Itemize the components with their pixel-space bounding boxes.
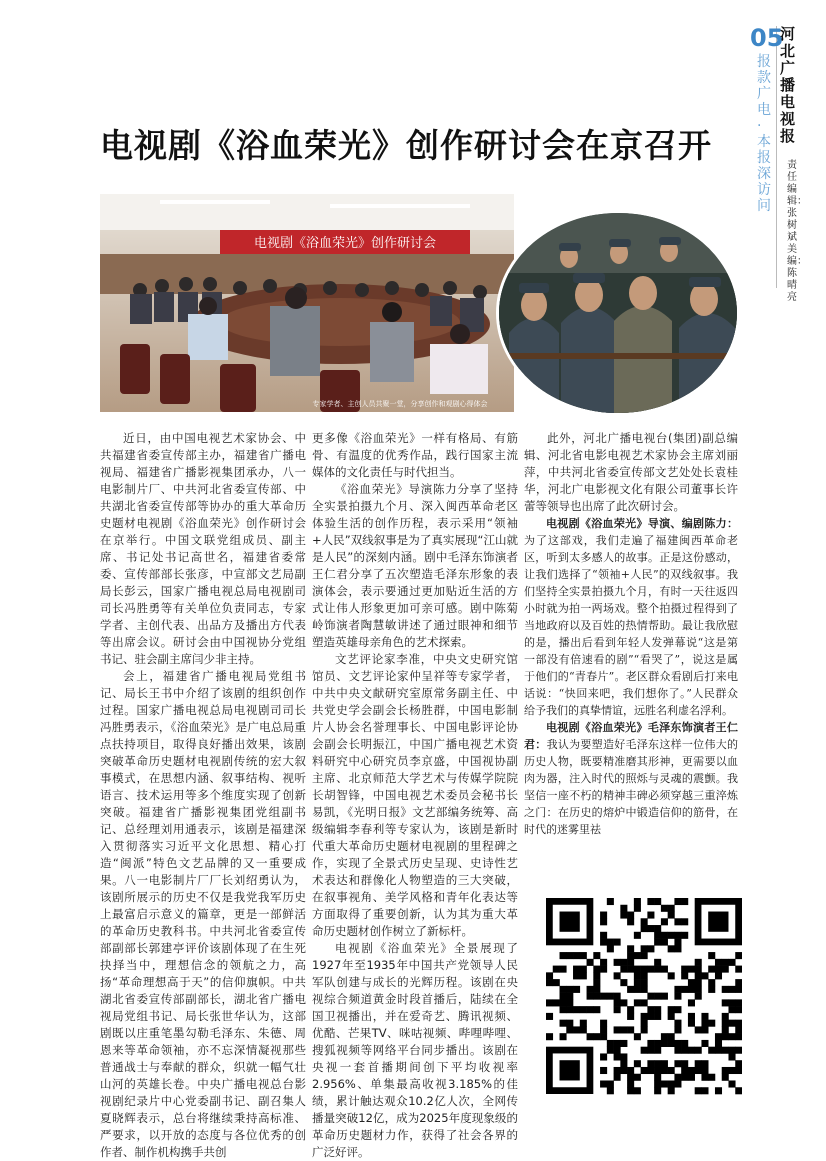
qr-code-graphic: [546, 898, 742, 1098]
paragraph: 会上，福建省广播电视局党组书记、局长王书中介绍了该剧的组织创作过程。国家广播电视总局电视剧司司长冯胜勇表示，《浴血荣光》是广电总局重点扶持项目，取得良好播出效果，该剧突破革命历史题材电视剧传统的宏大叙事模式，在思想内涵、叙事结构、视听语言、技术运用等多个维度实现了创新突破。福建省广播影视集团党组副书记、总经理刘用通表示，该剧是福建深入贯彻落实习近平文化思想、精心打造“闽派”特色文艺品牌的又一重要成果。八一电影制片厂厂长刘绍勇认为，该剧所展示的历史不仅是我党我军历史上最富启示意义的篇章，更是一部鲜活的革命历史教科书。中共河北省委宣传部副部长郭建亭评价该剧体现了在生死抉择当中，理想信念的领航之力，高扬“革命理想高于天”的信仰旗帜。中共湖北省委宣传部副部长，湖北省广播电视局党组书记、局长张世华认为，这部剧既以庄重笔墨勾勒毛泽东、朱德、周恩来等革命领袖，亦不忘深情凝视那些普通战士与奉献的群众，织就一幅气壮山河的英雄长卷。中央广播电视总台影视剧纪录片中心党委副书记、副召集人夏晓辉表示，总台将继续秉持高标准、严要求，以开放的态度与各位优秀的创作者、制作机构携手共创: [100, 669, 306, 1159]
interview-block-1: [524, 515, 738, 719]
editors-credit: 责任编辑：张树斌 美编：陈晴亮: [787, 160, 807, 303]
interview-answer: 我认为要塑造好毛泽东这样一位伟大的历史人物，既要精准磨其形神，更需要以血肉为器，注入时代的照烁与灵魂的震颤。我坚信一座不朽的精神丰碑必须穿越三重淬炼之门：在历史的熔炉中锻造信仰的筋骨，在时代的迷雾里祛: [524, 738, 739, 836]
interviewee-label: 电视剧《浴血荣光》导演、编剧陈力：: [546, 517, 738, 530]
paragraph: 《浴血荣光》导演陈力分享了坚持全实景拍摄九个月、深入闽西革命老区体验生活的创作历程，表示采用“领袖+人民”双线叙事是为了真实展现“江山就是人民”的深刻内涵。剧中毛泽东饰演者王仁君分享了五次塑造毛泽东形象的表演体会，表示要通过更加贴近生活的方式让伟人形象更加可亲可感。剧中陈菊岭饰演者陶慧敏讲述了通过眼神和细节塑造英雄母亲角色的艺术探索。: [312, 482, 518, 649]
article-column-3: [524, 430, 738, 838]
paragraph: 此外，河北广播电视台(集团)副总编辑、河北省电影电视艺术家协会主席刘丽萍，中共河北省委宣传部文艺处处长袁桂华，河北广电影视文化有限公司董事长许蕾等领导也出席了此次研讨会。: [524, 431, 738, 513]
newspaper-brand: 河北广播电视报: [780, 25, 796, 145]
page-number: 05: [750, 24, 784, 52]
paragraph: 近日，由中国电视艺术家协会、中共福建省委宣传部主办，福建省广播电视局、福建省广播影视集团承办，八一电影制片厂、中共河北省委宣传部、中共湖北省委宣传部等协办的重大革命历史题材电视剧《浴血荣光》创作研讨会在京举行。中国文联党组成员、副主席、书记处书记高世名，福建省委常委、宣传部部长张彦，中宣部文艺局副局长彭云，国家广播电视总局电视剧司司长冯胜勇等有关单位负责同志，专家学者、主创代表、出品方及播出方代表等出席会议。研讨会由中国视协分党组书记、驻会副主席闫少非主持。: [100, 431, 306, 666]
drama-still-illustration: [499, 213, 737, 413]
paragraph: 文艺评论家李准，中央文史研究馆馆员、文艺评论家仲呈祥等专家学者，中共中央文献研究室原常务副主任、中共党史学会副会长杨胜群，中国电影制片人协会名誉理事长、中国电影评论协会副会长明振江，中国广播电视艺术资料研究中心研究员李京盛，中国视协副主席、北京师范大学艺术与传媒学院院长胡智锋，中国电视艺术委员会秘书长易凯，《光明日报》文艺部编务统筹、高级编辑李春利等专家认为，该剧是新时代重大革命历史题材电视剧的里程碑之作，实现了全景式历史呈现、史诗性艺术表达和群像化人物塑造的三大突破，在叙事视角、美学风格和青年化表达等方面取得了重要创新，认为其为重大革命历史题材创作树立了新标杆。: [312, 652, 518, 938]
headline: 电视剧《浴血荣光》创作研讨会在京召开: [100, 126, 712, 165]
paragraph: 电视剧《浴血荣光》全景展现了1927年至1935年中国共产党领导人民军队创建与成长的光辉历程。该剧在央视综合频道黄金时段首播后，陆续在全国卫视播出，并在爱奇艺、腾讯视频、优酷、芒果TV、咪咕视频、哔哩哔哩、搜狐视频等网络平台同步播出。该剧在央视一套首播期间创下平均收视率2.956%、单集最高收视3.185%的佳绩，累计触达观众10.2亿人次，全网传播量突破12亿，成为2025年度现象级的革命历史题材力作，获得了社会各界的广泛好评。: [312, 941, 518, 1159]
drama-still-photo: [496, 210, 740, 416]
interviewee-label: 电视剧《浴血荣光》毛泽东饰演者王仁君：: [524, 721, 738, 751]
seminar-photo: [100, 194, 514, 412]
article-column-1: [100, 430, 306, 1161]
seminar-banner-text: 电视剧《浴血荣光》创作研讨会: [253, 236, 437, 251]
side-divider: [776, 26, 777, 288]
section-label: 报款广电·本报深访问: [757, 54, 771, 214]
paragraph: 更多像《浴血荣光》一样有格局、有筋骨、有温度的优秀作品，践行国家主流媒体的文化责任与时代担当。: [312, 431, 518, 479]
interview-answer: 为了这部戏，我们走遍了福建闽西革命老区，听到太多感人的故事。正是这份感动，让我们选择了“领袖+人民”的双线叙事。我们坚持全实景拍摄九个月，有时一天往返四小时就为拍一两场戏。整个拍摄过程得到了当地政府以及百姓的热情帮助。最让我欣慰的是，播出后看到年轻人发弹幕说“这是第一部没有倍速看的剧”“看哭了”，说这是属于他们的“青春片”。老区群众看剧后打来电话说：“快回来吧，我们想你了。”人民群众给予我们的真挚情谊，远胜名利虚名浮利。: [524, 534, 738, 717]
article-column-2: [312, 430, 518, 1161]
seminar-photo-illustration: [100, 194, 514, 412]
qr-code[interactable]: [546, 898, 742, 1098]
interview-block-2: [524, 719, 738, 838]
photo-caption: 专家学者、主创人员共聚一堂，分享创作和观剧心得体会: [312, 400, 488, 408]
